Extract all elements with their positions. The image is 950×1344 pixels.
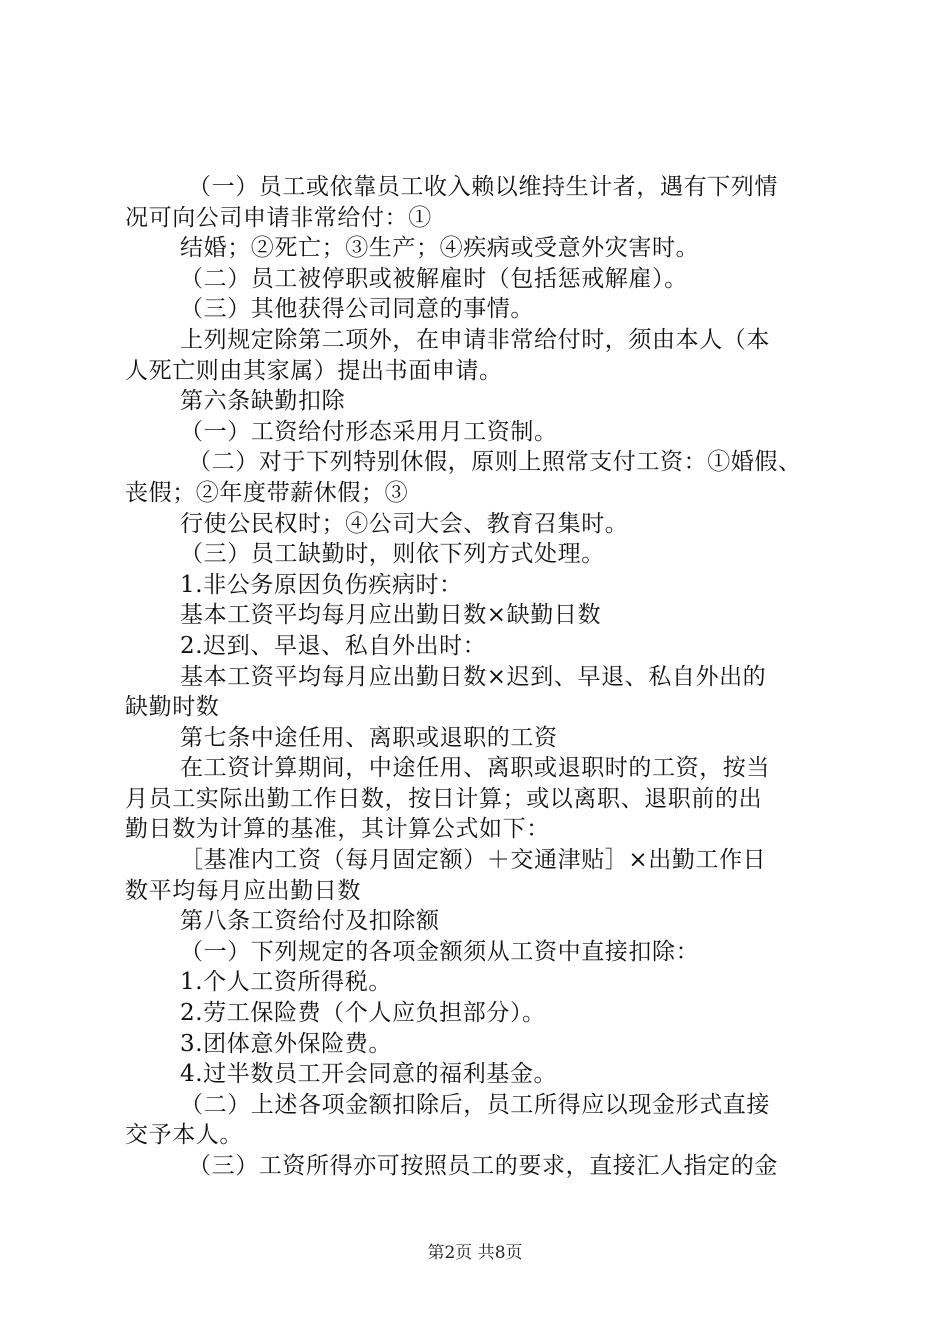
text-line: ［基准内工资（每月固定额）＋交通津贴］×出勤工作日 [180, 847, 767, 874]
text-line: 第六条缺勤扣除 [180, 388, 346, 415]
text-line: 交予本人。 [125, 1122, 243, 1149]
text-line: 1.个人工资所得税。 [180, 969, 392, 996]
text-line: （一）员工或依靠员工收入赖以维持生计者，遇有下列情 [188, 174, 778, 200]
document-body [125, 172, 840, 1182]
text-line: （二）对于下列特别休假，原则上照常支付工资：①婚假、 [188, 449, 802, 476]
text-line: 1.非公务原因负伤疾病时： [180, 571, 463, 598]
text-line: 丧假；②年度带薪休假；③ [125, 479, 409, 506]
text-line: 数平均每月应出勤日数 [125, 877, 361, 904]
text-line: 行使公民权时；④公司大会、教育召集时。 [180, 510, 629, 537]
text-line: （三）员工缺勤时，则依下列方式处理。 [180, 541, 605, 568]
text-line: 2.劳工保险费（个人应负担部分）。 [180, 1000, 546, 1027]
text-line: 4.过半数员工开会同意的福利基金。 [180, 1061, 558, 1088]
text-line: 第七条中途任用、离职或退职的工资 [180, 724, 558, 751]
text-line: 勤日数为计算的基准，其计算公式如下： [125, 816, 550, 843]
text-line: 在工资计算期间，中途任用、离职或退职时的工资，按当 [180, 755, 770, 782]
text-line: 缺勤时数 [125, 694, 220, 721]
text-line: 人死亡则由其家属）提出书面申请。 [125, 357, 503, 384]
text-line: 月员工实际出勤工作日数，按日计算；或以离职、退职前的出 [125, 785, 763, 812]
text-line: （一）下列规定的各项金额须从工资中直接扣除： [180, 938, 700, 965]
page-number-footer: 第2页 共8页 [427, 1243, 523, 1263]
text-line: 况可向公司申请非常给付：① [125, 204, 432, 231]
text-line: 2.迟到、早退、私自外出时： [180, 632, 487, 659]
text-line: 基本工资平均每月应出勤日数×迟到、早退、私自外出的 [180, 663, 767, 690]
text-line: 上列规定除第二项外，在申请非常给付时，须由本人（本 [180, 326, 770, 353]
text-line: （二）员工被停职或被解雇时（包括惩戒解雇）。 [180, 265, 688, 292]
text-line: （三）其他获得公司同意的事情。 [180, 296, 534, 323]
text-line: 基本工资平均每月应出勤日数×缺勤日数 [180, 602, 602, 629]
text-line: 结婚；②死亡；③生产；④疾病或受意外灾害时。 [180, 235, 700, 262]
text-line: （一）工资给付形态采用月工资制。 [180, 418, 558, 445]
text-line: 3.团体意外保险费。 [180, 1030, 392, 1057]
text-line: （三）工资所得亦可按照员工的要求，直接汇人指定的金 [188, 1153, 778, 1179]
text-line: （二）上述各项金额扣除后，员工所得应以现金形式直接 [180, 1091, 770, 1118]
text-line: 第八条工资给付及扣除额 [180, 908, 440, 935]
